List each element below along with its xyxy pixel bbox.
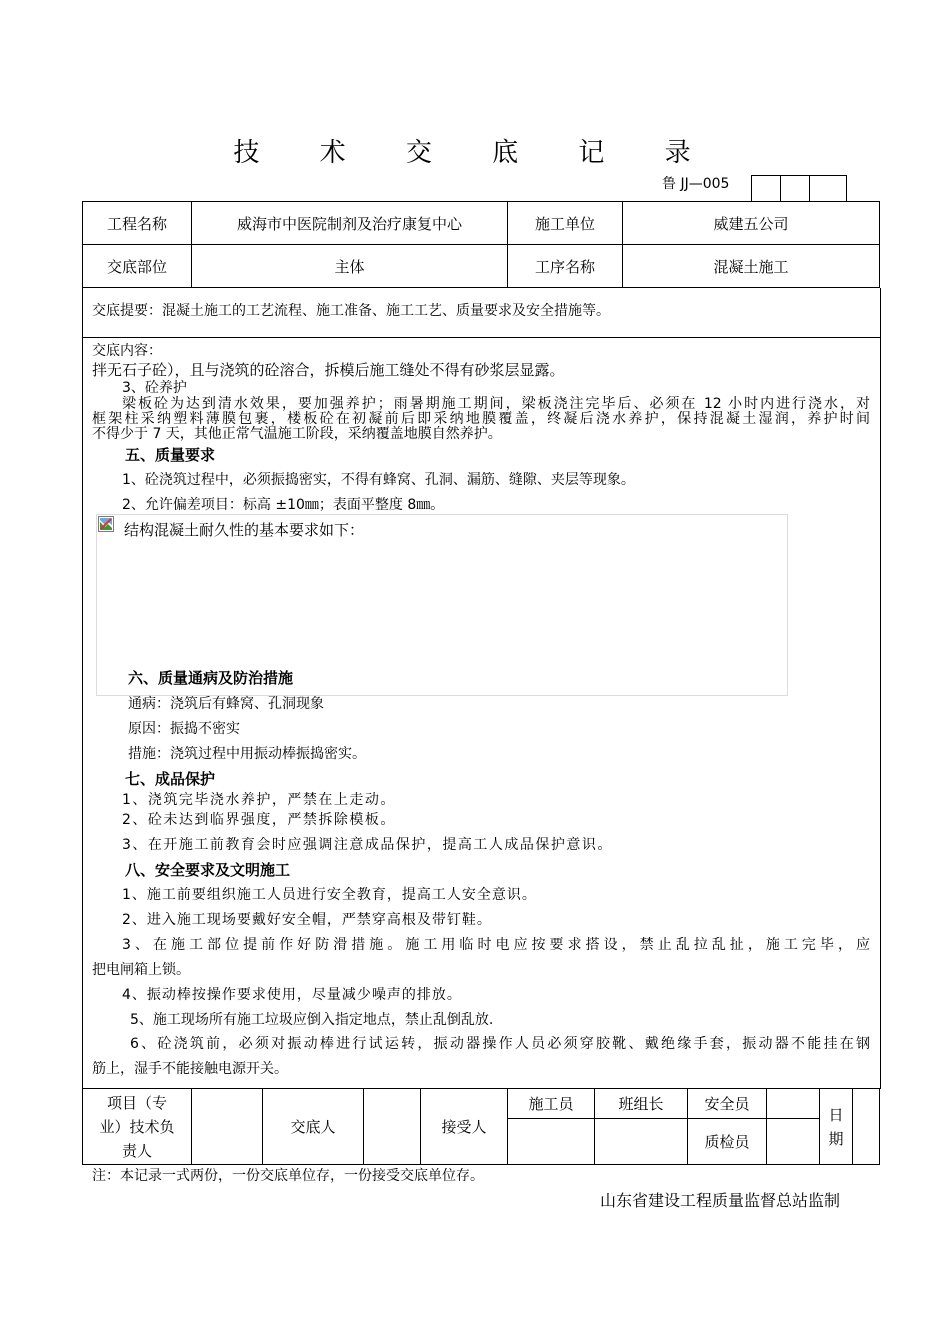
discloser-label: 交底人 bbox=[263, 1089, 364, 1165]
section-6-title: 六、质量通病及防治措施 bbox=[128, 669, 294, 687]
section-7-title: 七、成品保护 bbox=[125, 770, 216, 788]
summary-text: 交底提要：混凝土施工的工艺流程、施工准备、施工工艺、质量要求及安全措施等。 bbox=[92, 303, 610, 319]
section-5-item-2: 2、允许偏差项目：标高 ±10㎜；表面平整度 8㎜。 bbox=[122, 497, 445, 513]
project-name-label: 工程名称 bbox=[83, 202, 192, 245]
section-8-title: 八、安全要求及文明施工 bbox=[125, 861, 291, 879]
quality-inspector-label: 质检员 bbox=[688, 1119, 767, 1165]
safety-officer-signature[interactable] bbox=[767, 1089, 820, 1119]
part-label: 交底部位 bbox=[83, 245, 192, 288]
discloser-signature[interactable] bbox=[364, 1089, 421, 1165]
section-7-item-2: 2、砼未达到临界强度，严禁拆除模板。 bbox=[122, 812, 396, 828]
safety-officer-label: 安全员 bbox=[688, 1089, 767, 1119]
content-curing-line-3: 不得少于 7 天，其他正常气温施工阶段，采纳覆盖地膜自然养护。 bbox=[92, 426, 502, 442]
date-value[interactable] bbox=[853, 1089, 880, 1165]
tech-lead-label-line-1: 项目（专 bbox=[106, 1093, 167, 1112]
section-7-item-3: 3、在开施工前教育会时应强调注意成品保护，提高工人成品保护意识。 bbox=[122, 837, 613, 853]
code-box-1[interactable] bbox=[751, 175, 781, 202]
date-label-line-1: 日 bbox=[828, 1105, 844, 1124]
code-box-2[interactable] bbox=[780, 175, 810, 202]
section-8-item-4: 4、振动棒按操作要求使用，尽量减少噪声的排放。 bbox=[122, 987, 462, 1003]
section-6-defect: 通病：浇筑后有蜂窝、孔洞现象 bbox=[128, 696, 324, 712]
section-6-cause: 原因：振捣不密实 bbox=[128, 721, 240, 737]
contractor-label: 施工单位 bbox=[508, 202, 623, 245]
process-label: 工序名称 bbox=[508, 245, 623, 288]
contractor-value: 威建五公司 bbox=[623, 202, 880, 245]
broken-image-icon bbox=[98, 516, 114, 532]
section-8-item-3-line-1: 3、在施工部位提前作好防滑措施。施工用临时电应按要求搭设，禁止乱拉乱扯，施工完毕，应 bbox=[122, 937, 870, 953]
content-curing-line-2: 框架柱采纳塑料薄膜包裹，楼板砼在初凝前后即采纳地膜覆盖，终凝后浇水养护，保持混凝土湿润，养护时间 bbox=[92, 411, 870, 427]
team-leader-signature[interactable] bbox=[595, 1119, 688, 1165]
document-title: 技 术 交 底 记 录 bbox=[233, 138, 717, 168]
process-value: 混凝土施工 bbox=[623, 245, 880, 288]
content-paragraph-1: 拌无石子砼），且与浇筑的砼溶合，拆模后施工缝处不得有砂浆层显露。 bbox=[92, 361, 565, 379]
section-5-item-1: 1、砼浇筑过程中，必须振捣密实，不得有蜂窝、孔洞、漏筋、缝隙、夹层等现象。 bbox=[122, 472, 635, 488]
quality-inspector-signature[interactable] bbox=[767, 1119, 820, 1165]
document-code: 鲁 JJ—005 bbox=[662, 176, 730, 192]
content-curing-heading: 3、砼养护 bbox=[122, 380, 187, 396]
worker-label: 施工员 bbox=[508, 1089, 595, 1119]
tech-lead-label bbox=[83, 1089, 192, 1165]
section-8-item-5: 5、施工现场所有施工垃圾应倒入指定地点，禁止乱倒乱放. bbox=[130, 1012, 494, 1028]
section-6-measure: 措施：浇筑过程中用振动棒振捣密实。 bbox=[128, 746, 366, 762]
signature-table bbox=[82, 1088, 880, 1165]
date-label-line-2: 期 bbox=[828, 1129, 844, 1148]
receiver-label: 接受人 bbox=[421, 1089, 508, 1165]
summary-panel bbox=[82, 288, 881, 338]
part-value: 主体 bbox=[192, 245, 508, 288]
footer-note: 注：本记录一式两份，一份交底单位存，一份接受交底单位存。 bbox=[92, 1168, 484, 1184]
section-7-item-1: 1、浇筑完毕浇水养护，严禁在上走动。 bbox=[122, 792, 396, 808]
section-8-item-3-line-2: 把电闸箱上锁。 bbox=[92, 962, 190, 978]
tech-lead-signature[interactable] bbox=[192, 1089, 263, 1165]
worker-signature[interactable] bbox=[508, 1119, 595, 1165]
team-leader-label: 班组长 bbox=[595, 1089, 688, 1119]
section-8-item-6-line-1: 6、砼浇筑前，必须对振动棒进行试运转，振动器操作人员必须穿胶靴、戴绝缘手套，振动器不能挂在钢 bbox=[130, 1036, 870, 1052]
code-box-3[interactable] bbox=[809, 175, 847, 202]
section-5-title: 五、质量要求 bbox=[125, 446, 216, 464]
image-caption: 结构混凝土耐久性的基本要求如下： bbox=[124, 521, 365, 539]
section-8-item-2: 2、进入施工现场要戴好安全帽，严禁穿高根及带钉鞋。 bbox=[122, 912, 492, 928]
tech-lead-label-line-3: 责人 bbox=[121, 1141, 152, 1160]
content-curing-line-1: 梁板砼为达到清水效果，要加强养护；雨暑期施工期间，梁板浇注完毕后、必须在 12 小时内进行浇水，对 bbox=[122, 396, 870, 412]
date-label bbox=[820, 1089, 853, 1165]
section-8-item-1: 1、施工前要组织施工人员进行安全教育，提高工人安全意识。 bbox=[122, 887, 537, 903]
header-table bbox=[82, 201, 880, 288]
content-heading: 交底内容： bbox=[92, 343, 162, 359]
section-8-item-6-line-2: 筋上，湿手不能接触电源开关。 bbox=[92, 1061, 288, 1077]
project-name-value: 威海市中医院制剂及治疗康复中心 bbox=[192, 202, 508, 245]
tech-lead-label-line-2: 业）技术负 bbox=[99, 1117, 175, 1136]
footer-organization: 山东省建设工程质量监督总站监制 bbox=[600, 1191, 841, 1210]
